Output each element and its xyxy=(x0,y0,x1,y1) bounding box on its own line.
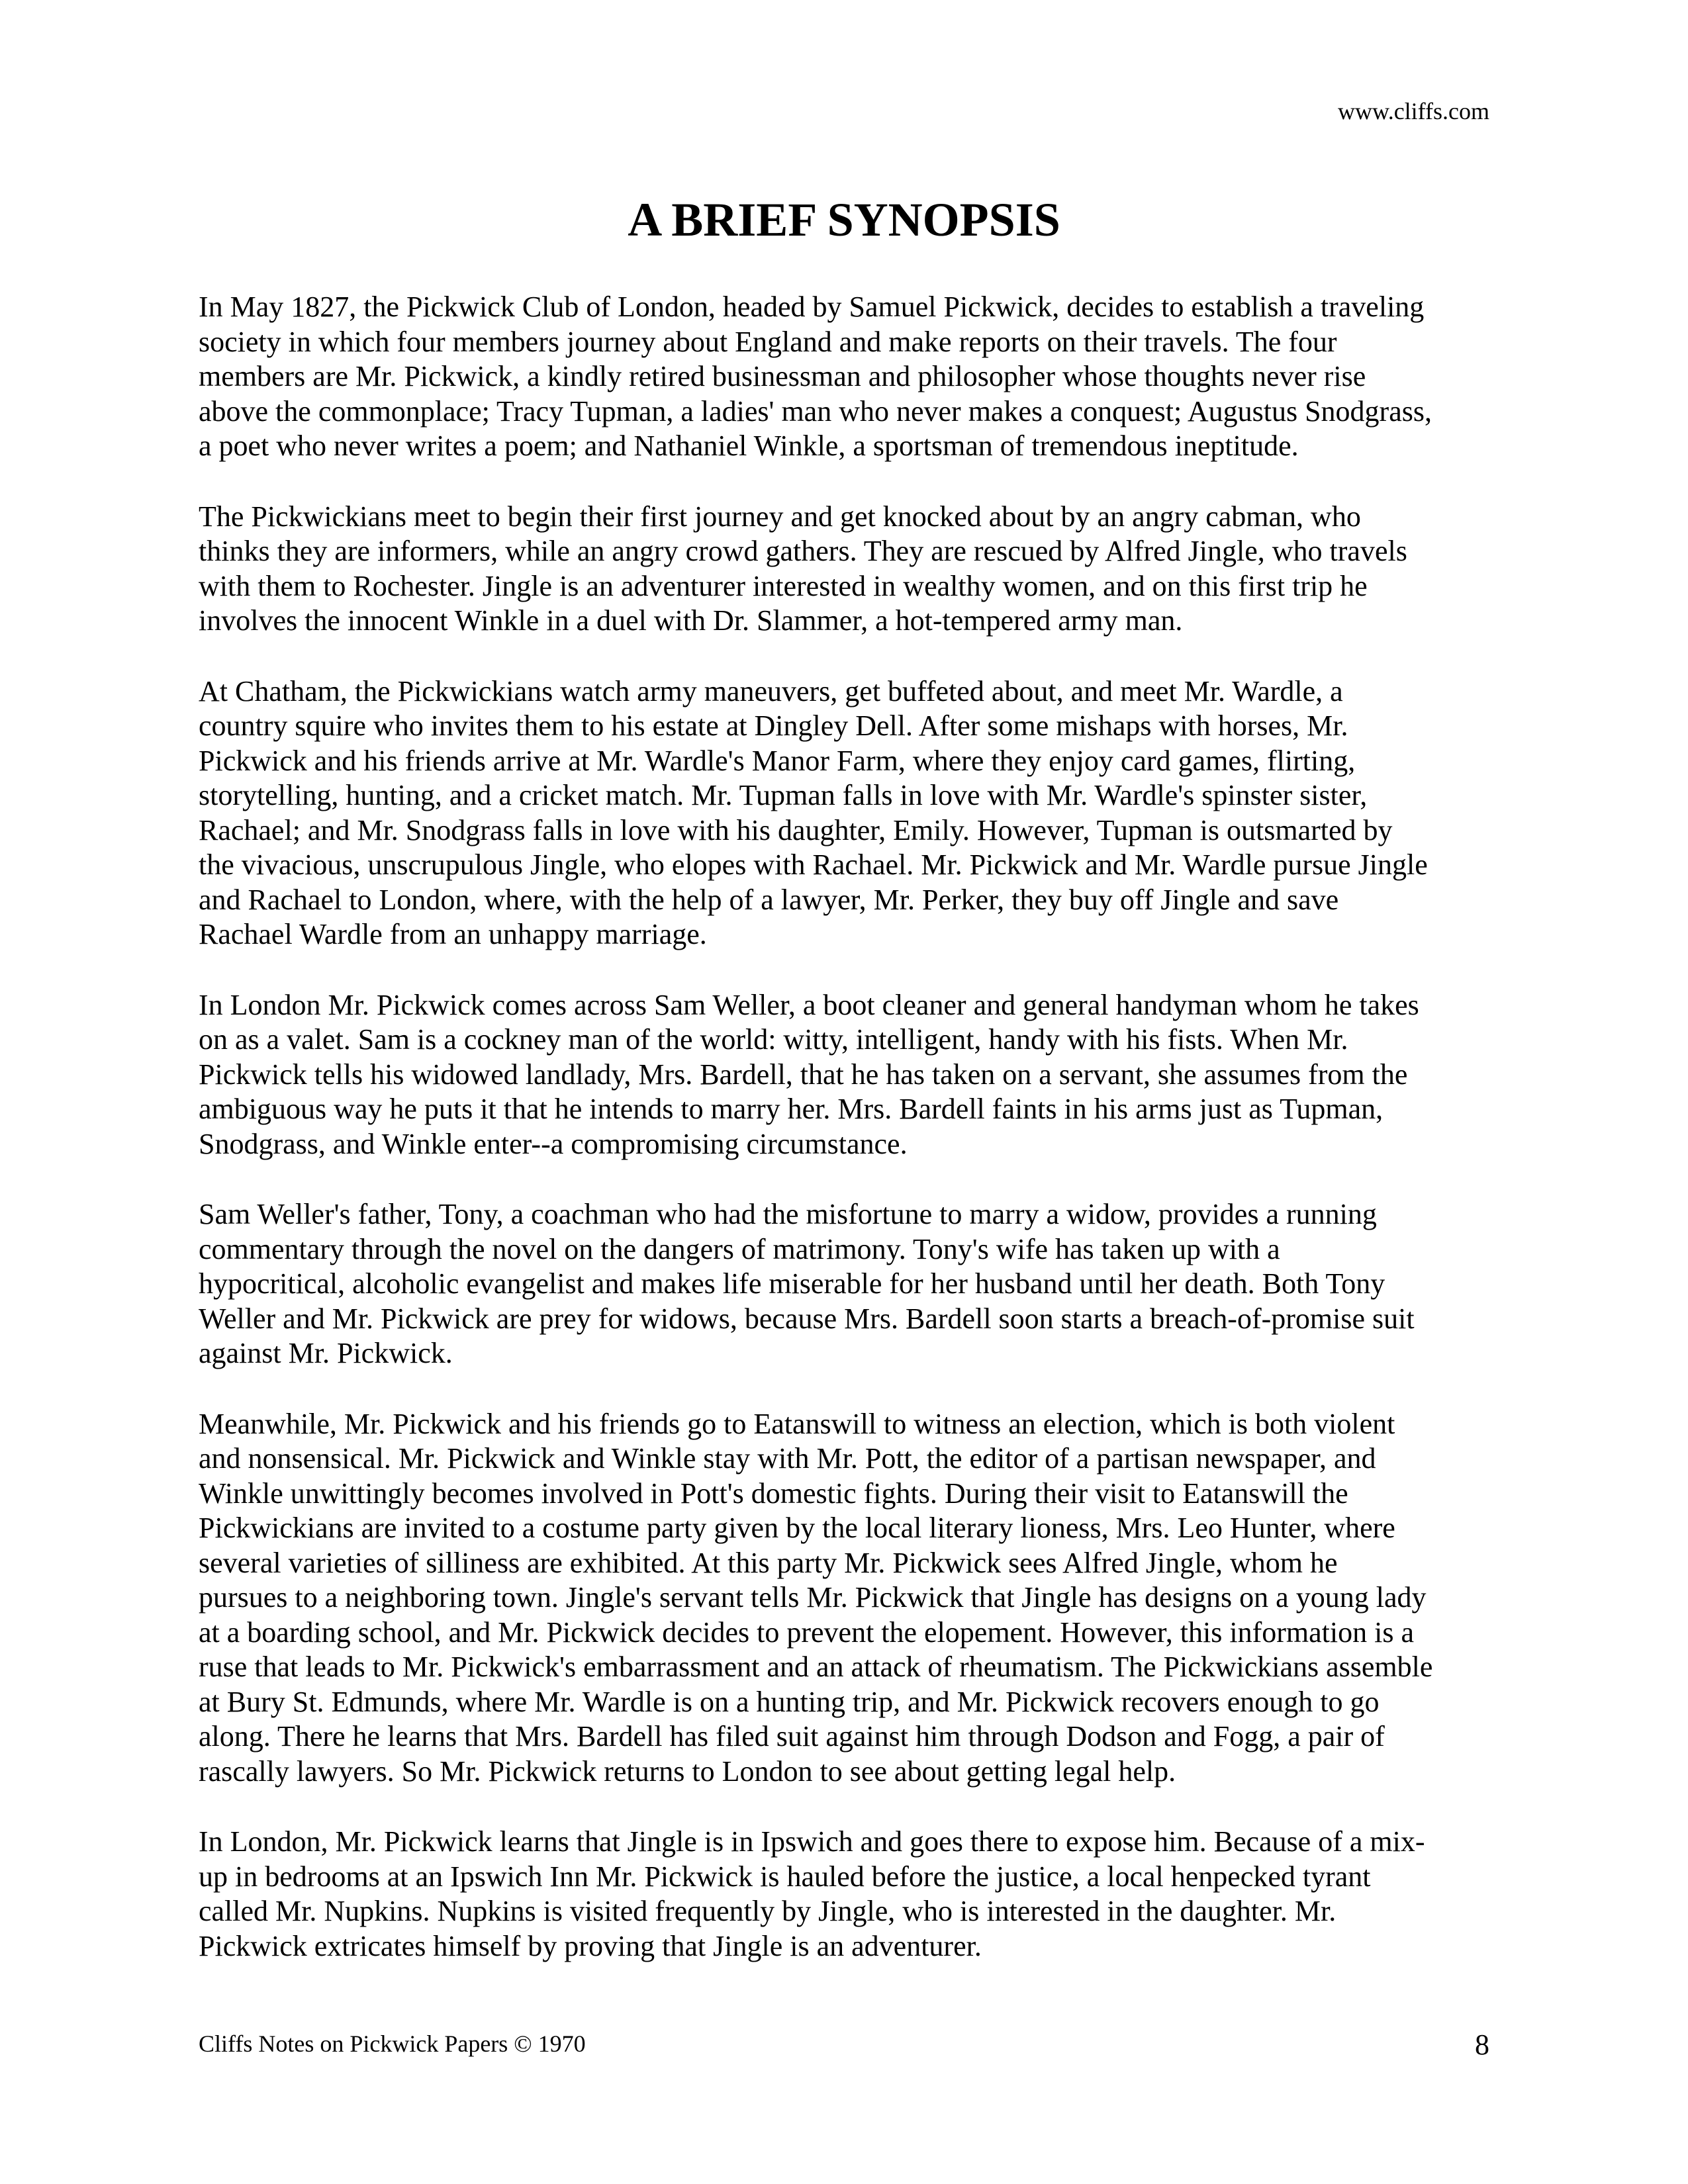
site-url: www.cliffs.com xyxy=(1338,98,1489,124)
paragraph-3: At Chatham, the Pickwickians watch army maneuvers, get buffeted about, and meet Mr. Wardle, a country squire who invites them to his estate at Dingley Dell. After some mishaps with horses, Mr. Pickwick and his friends arrive at Mr. Wardle's Manor Farm, where they enjoy card games, flirting, storytelling, hunting, and a cricket match. Mr. Tupman falls in love with Mr. Wardle's spinster sister, Rachael; and Mr. Snodgrass falls in love with his daughter, Emily. However, Tupman is outsmarted by the vivacious, unscrupulous Jingle, who elopes with Rachael. Mr. Pickwick and Mr. Wardle pursue Jingle and Rachael to London, where, with the help of a lawyer, Mr. Perker, they buy off Jingle and save Rachael Wardle from an unhappy marriage. xyxy=(199,674,1428,950)
synopsis-body xyxy=(199,290,1489,1999)
paragraph-4: In London Mr. Pickwick comes across Sam Weller, a boot cleaner and general handyman whom he takes on as a valet. Sam is a cockney man of the world: witty, intelligent, handy with his fists. When Mr. Pickwick tells his widowed landlady, Mrs. Bardell, that he has taken on a servant, she assumes from the ambiguous way he puts it that he intends to marry her. Mrs. Bardell faints in his arms just as Tupman, Snodgrass, and Winkle enter--a compromising circumstance. xyxy=(199,988,1419,1160)
paragraph-1: In May 1827, the Pickwick Club of London, headed by Samuel Pickwick, decides to establish a traveling society in which four members journey about England and make reports on their travels. The four members are Mr. Pickwick, a kindly retired businessman and philosopher whose thoughts never rise above the commonplace; Tracy Tupman, a ladies' man who never makes a conquest; Augustus Snodgrass, a poet who never writes a poem; and Nathaniel Winkle, a sportsman of tremendous ineptitude. xyxy=(199,291,1432,462)
page-title: A BRIEF SYNOPSIS xyxy=(628,193,1060,246)
page-number: 8 xyxy=(1475,2028,1489,2061)
paragraph-2: The Pickwickians meet to begin their first journey and get knocked about by an angry cabman, who thinks they are informers, while an angry crowd gathers. They are rescued by Alfred Jingle, who travels with them to Rochester. Jingle is an adventurer interested in wealthy women, and on this first trip he involves the innocent Winkle in a duel with Dr. Slammer, a hot-tempered army man. xyxy=(199,500,1407,637)
paragraph-5: Sam Weller's father, Tony, a coachman who had the misfortune to marry a widow, provides a running commentary through the novel on the dangers of matrimony. Tony's wife has taken up with a hypocritical, alcoholic evangelist and makes life miserable for her husband until her death. Both Tony Weller and Mr. Pickwick are prey for widows, because Mrs. Bardell soon starts a breach-of-promise suit against Mr. Pickwick. xyxy=(199,1198,1415,1369)
paragraph-7: In London, Mr. Pickwick learns that Jingle is in Ipswich and goes there to expose him. Because of a mix- up in bedrooms at an Ipswich Inn Mr. Pickwick is hauled before the justice, a local henpecked tyrant called Mr. Nupkins. Nupkins is visited frequently by Jingle, who is interested in the daughter. Mr. Pickwick extricates himself by proving that Jingle is an adventurer. xyxy=(199,1825,1425,1962)
paragraph-6: Meanwhile, Mr. Pickwick and his friends go to Eatanswill to witness an election, which is both violent and nonsensical. Mr. Pickwick and Winkle stay with Mr. Pott, the editor of a partisan newspaper, and Winkle unwittingly becomes involved in Pott's domestic fights. During their visit to Eatanswill the Pickwickians are invited to a costume party given by the local literary lioness, Mrs. Leo Hunter, where several varieties of silliness are exhibited. At this party Mr. Pickwick sees Alfred Jingle, whom he pursues to a neighboring town. Jingle's servant tells Mr. Pickwick that Jingle has designs on a young lady at a boarding school, and Mr. Pickwick decides to prevent the elopement. However, this information is a ruse that leads to Mr. Pickwick's embarrassment and an attack of rheumatism. The Pickwickians assemble at Bury St. Edmunds, where Mr. Wardle is on a hunting trip, and Mr. Pickwick recovers enough to go along. There he learns that Mrs. Bardell has filed suit against him through Dodson and Fogg, a pair of rascally lawyers. So Mr. Pickwick returns to London to see about getting legal help. xyxy=(199,1407,1433,1788)
footer-source: Cliffs Notes on Pickwick Papers © 1970 xyxy=(199,2030,586,2057)
